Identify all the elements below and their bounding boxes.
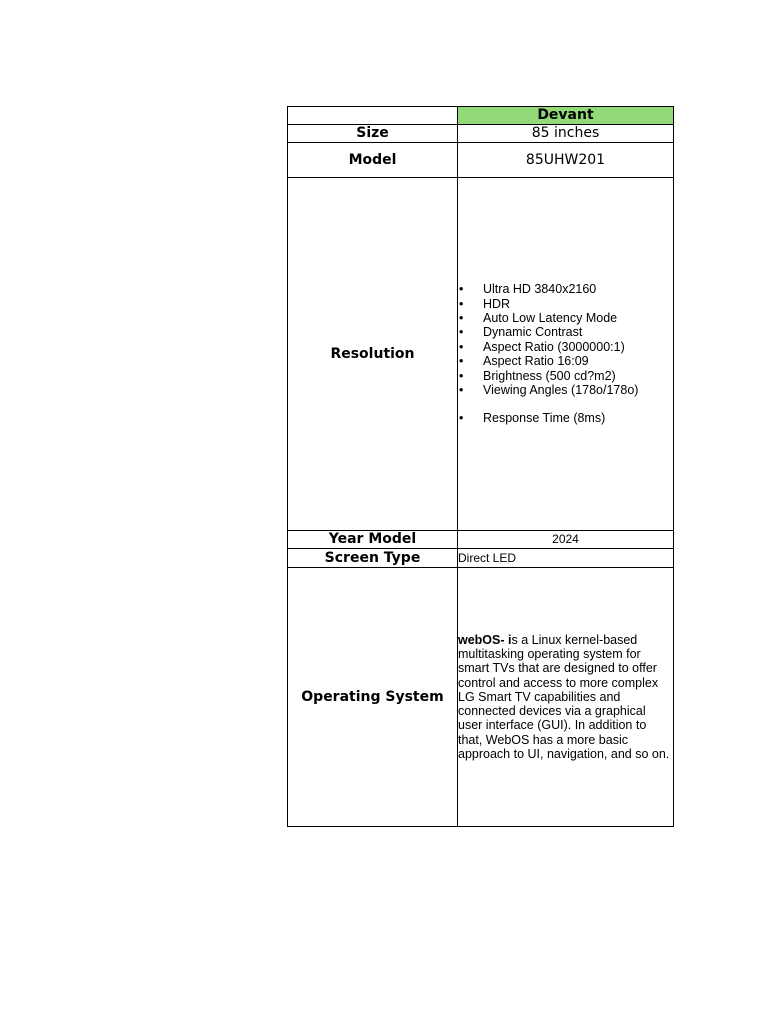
model-row [288, 143, 674, 178]
feature-text: Ultra HD 3840x2160 [483, 282, 597, 297]
os-description-text: s a Linux kernel-based multitasking operating system for smart TVs that are designed to offer control and access to more complex LG Smart TV capabilities and connected devices via a graphical user interface (GUI). In addition to that, WebOS has a more basic approach to UI, navigation, and so on. [458, 632, 670, 762]
feature-text: Response Time (8ms) [483, 411, 606, 426]
list-item [458, 411, 673, 425]
list-item [458, 340, 673, 354]
list-item [458, 354, 673, 368]
operating-system-label: Operating System [288, 568, 458, 827]
model-label: Model [288, 143, 458, 178]
screen-type-label: Screen Type [288, 549, 458, 568]
header-row [288, 107, 674, 125]
bullet: • [459, 339, 464, 354]
list-item [458, 325, 673, 339]
brand-header: Devant [458, 107, 674, 125]
feature-text: Viewing Angles (178o/178o) [483, 383, 639, 398]
spec-table [287, 106, 674, 827]
bullet: • [459, 282, 464, 297]
bullet: • [459, 368, 464, 383]
list-item [458, 282, 673, 296]
year-model-row [288, 531, 674, 549]
bullet: • [459, 325, 464, 340]
bullet: • [459, 383, 464, 398]
list-item [458, 383, 673, 397]
bullet: • [459, 296, 464, 311]
screen-type-value: Direct LED [458, 549, 674, 568]
size-label: Size [288, 125, 458, 143]
list-item [458, 311, 673, 325]
feature-text: Aspect Ratio 16:09 [483, 354, 589, 369]
bullet: • [459, 354, 464, 369]
resolution-row [288, 178, 674, 531]
feature-text: HDR [483, 296, 511, 311]
header-empty-cell [288, 107, 458, 125]
size-value: 85 inches [458, 125, 674, 143]
list-item [458, 297, 673, 311]
bullet: • [459, 310, 464, 325]
operating-system-row [288, 568, 674, 827]
resolution-features-cell [458, 178, 674, 531]
operating-system-description [458, 568, 674, 827]
model-value: 85UHW201 [458, 143, 674, 178]
resolution-label: Resolution [288, 178, 458, 531]
feature-text: Aspect Ratio (3000000:1) [483, 339, 625, 354]
feature-list [458, 282, 673, 426]
list-item [458, 369, 673, 383]
feature-text: Dynamic Contrast [483, 325, 583, 340]
year-model-label: Year Model [288, 531, 458, 549]
size-row [288, 125, 674, 143]
os-term: webOS- i [458, 632, 512, 647]
feature-text: Brightness (500 cd?m2) [483, 368, 616, 383]
bullet: • [459, 411, 464, 426]
feature-text: Auto Low Latency Mode [483, 310, 618, 325]
year-model-value: 2024 [458, 531, 674, 549]
screen-type-row [288, 549, 674, 568]
